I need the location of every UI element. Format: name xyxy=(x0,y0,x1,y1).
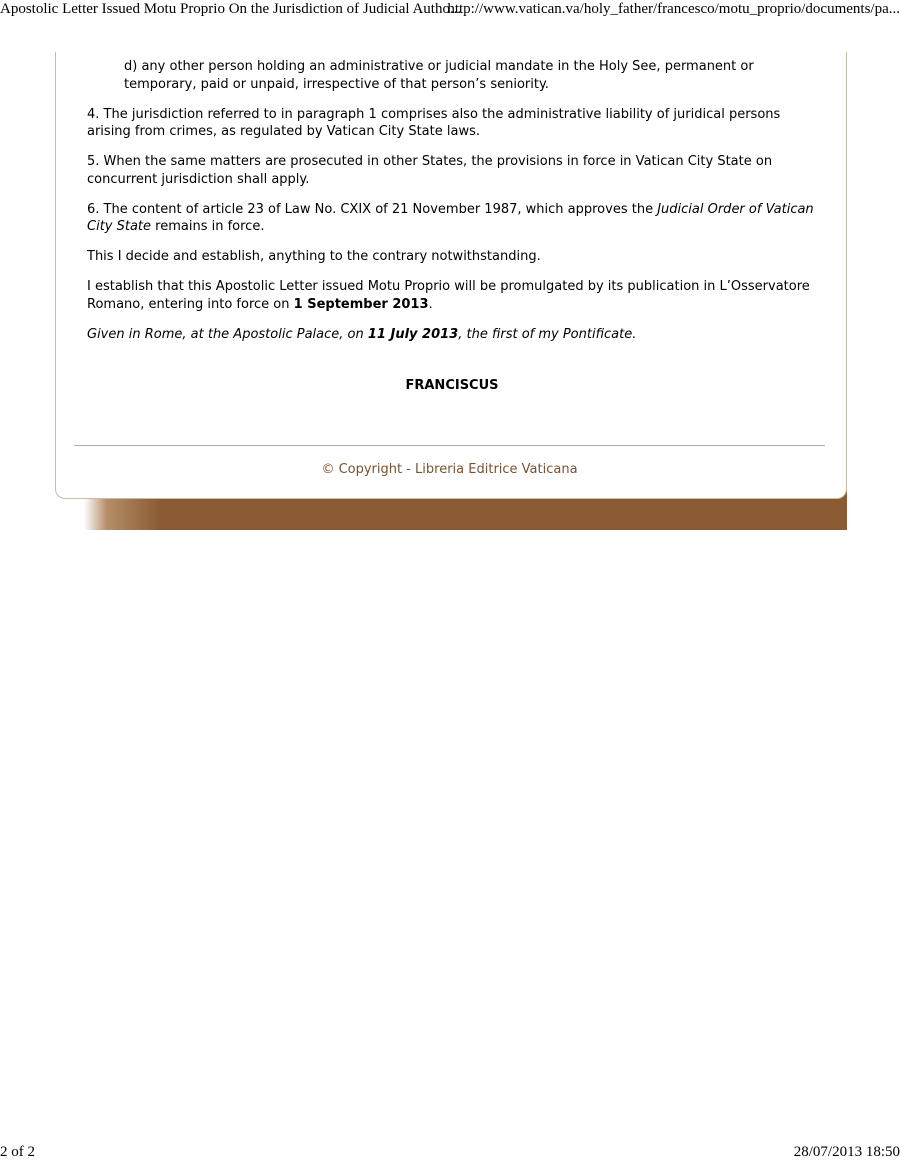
list-item-d: d) any other person holding an administrative or judicial mandate in the Holy See, permanent or temporary, paid or unpaid, irrespective of that person’s seniority. xyxy=(124,59,754,92)
print-header-title: Apostolic Letter Issued Motu Proprio On the Jurisdiction of Judicial Autho... xyxy=(0,1,462,17)
paragraph-6-end: remains in force. xyxy=(151,219,265,234)
signature: FRANCISCUS xyxy=(405,378,499,393)
judicial-order-title: Judicial Order of Vatican City State xyxy=(87,201,814,234)
paragraph-6 xyxy=(87,201,817,236)
decision-paragraph: This I decide and establish, anything to the contrary notwithstanding. xyxy=(87,249,541,264)
given-text: Given in Rome, at the Apostolic Palace, on xyxy=(87,326,368,342)
page-number: 2 of 2 xyxy=(0,1144,35,1160)
paragraph-5: 5. When the same matters are prosecuted in other States, the provisions in force in Vatican City State on concurrent jurisdiction shall apply. xyxy=(87,154,773,187)
promulgation-text: I establish that this Apostolic Letter issued Motu Proprio will be promulgated by its publication in L’Osservatore Romano, entering into force on xyxy=(87,279,810,312)
print-footer xyxy=(0,1143,900,1165)
paragraph-6-text: 6. The content of article 23 of Law No. CXIX of 21 November 1987, which approves the xyxy=(87,201,658,217)
footer-divider xyxy=(74,445,825,446)
promulgation-paragraph xyxy=(87,278,817,313)
given-paragraph xyxy=(87,326,817,344)
given-end: , the first of my Pontificate. xyxy=(458,326,637,342)
effective-date: 1 September 2013 xyxy=(293,296,429,312)
paragraph-4: 4. The jurisdiction referred to in paragraph 1 comprises also the administrative liability of juridical persons arising from crimes, as regulated by Vatican City State laws. xyxy=(87,106,781,139)
copyright-link[interactable]: © Copyright - Libreria Editrice Vaticana xyxy=(321,462,578,477)
print-datetime: 28/07/2013 18:50 xyxy=(793,1144,900,1160)
print-header xyxy=(0,0,900,22)
given-date: 11 July 2013 xyxy=(367,326,459,342)
document-body xyxy=(87,58,817,407)
print-header-url: http://www.vatican.va/holy_father/francesco/motu_proprio/documents/pa... xyxy=(447,1,900,17)
frame-shadow-bottom xyxy=(84,498,847,530)
promulgation-end: . xyxy=(428,296,433,312)
